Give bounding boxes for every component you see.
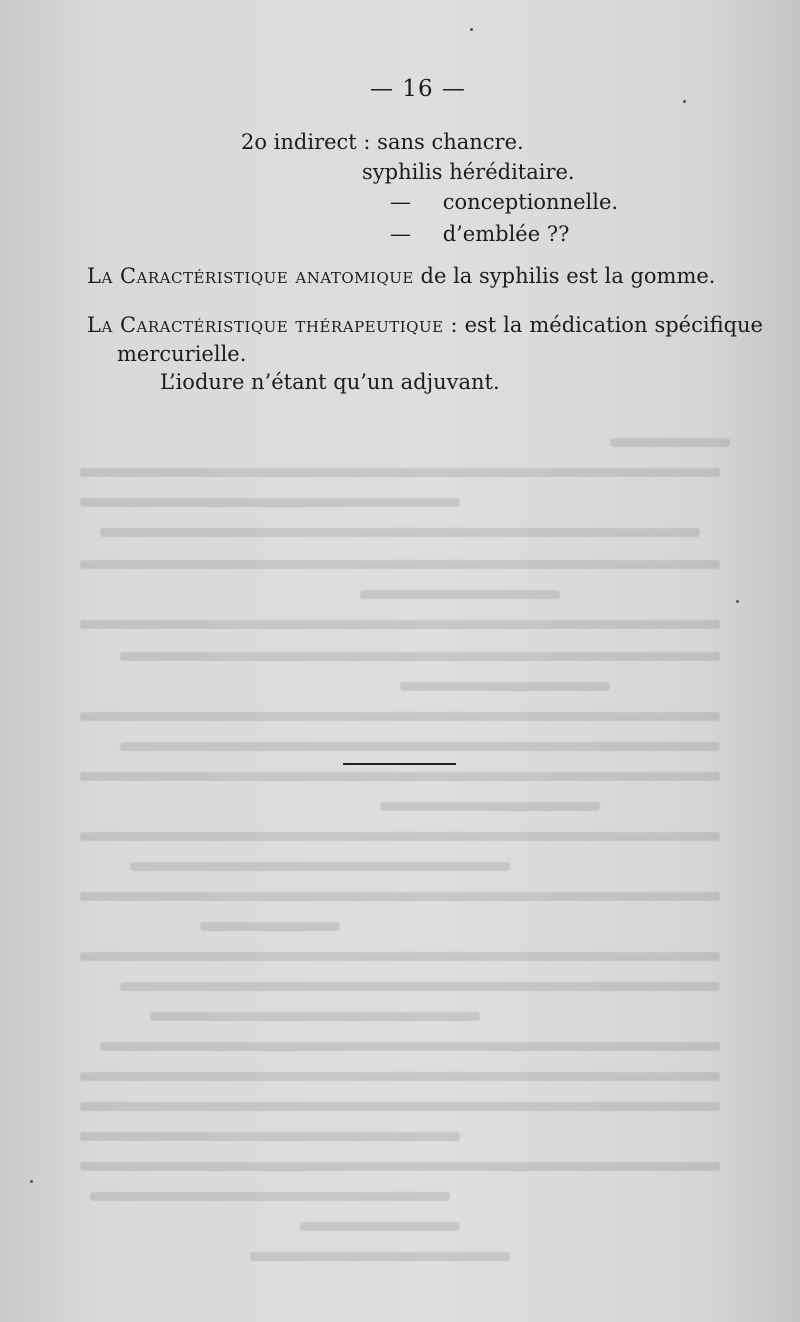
anatomic-label: La Caractéristique anatomique [87,264,414,288]
therapeutic-continuation: mercurielle. [117,342,247,366]
section-divider-rule [343,763,456,765]
emblee-text: d’emblée ?? [442,222,570,246]
speck [683,100,686,103]
anatomic-characteristic-paragraph [87,264,715,288]
conceptional-text: conceptionnelle. [442,190,619,214]
ditto-dash: — [390,190,411,214]
anatomic-text: de la syphilis est la gomme. [420,264,716,288]
therapeutic-word: : [450,313,458,337]
iodure-paragraph: L’iodure n’étant qu’un adjuvant. [160,370,500,394]
therapeutic-word: est [464,313,497,337]
speck [470,28,473,31]
ditto-dash: — [390,222,411,246]
therapeutic-characteristic-paragraph [87,313,763,337]
emblee-line [390,222,569,246]
therapeutic-word: médication [529,313,648,337]
hereditary-line: syphilis héréditaire. [362,160,575,184]
therapeutic-word: spécifique [654,313,763,337]
therapeutic-label: La Caractéristique thérapeutique [87,313,444,337]
indirect-line: 2o indirect : sans chancre. [241,130,524,154]
speck [30,1180,33,1183]
speck [736,600,739,603]
conceptional-line [390,190,618,214]
therapeutic-word: la [503,313,523,337]
page-number: — 16 — [370,76,466,102]
